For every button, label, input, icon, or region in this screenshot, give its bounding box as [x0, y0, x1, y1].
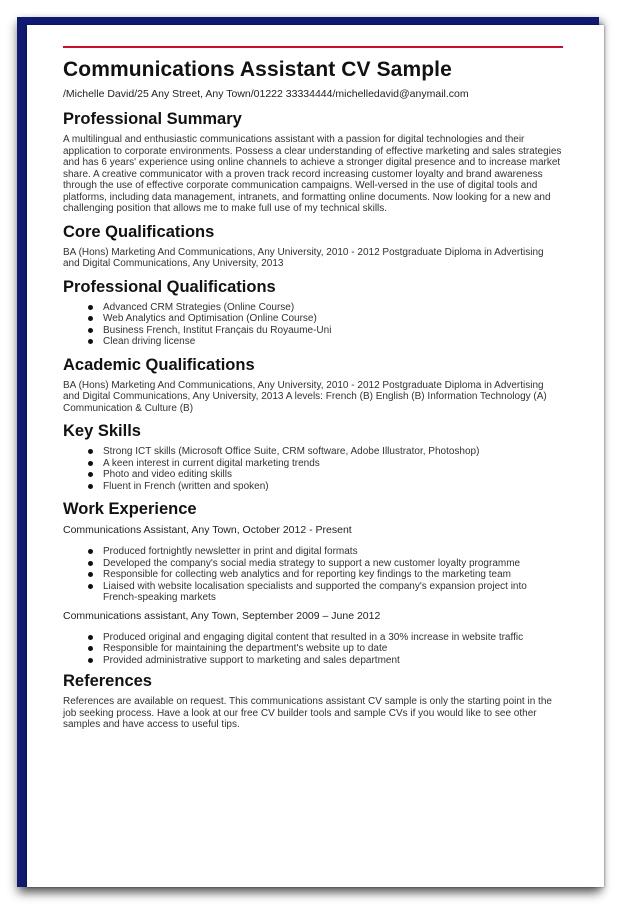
cv-content: [63, 46, 563, 739]
list-item: Produced original and engaging digital content that resulted in a 30% increase in website traffic: [103, 632, 563, 644]
bullet-icon: [88, 449, 93, 454]
bullet-icon: [88, 584, 93, 589]
heading-core-qualifications: Core Qualifications: [63, 222, 215, 241]
bullet-icon: [88, 461, 93, 466]
bullet-icon: [88, 635, 93, 640]
professional-summary-text: A multilingual and enthusiastic communications assistant with a passion for digital technologies and their application to corporate environments. Possess a clear understanding of effective marketing and sales strategies and has 6 years' experience using online channels to achieve a stronger digital presence and to increase market share. A creative communicator with a proven track record increasing customer loyalty and brand awareness through the use of effective corporate communication campaigns. Well-versed in the use of digital tools and platforms, including data management, intranets, and formatting online documents. Now looking for a new and challenging position that allows me to make full use of my technical skills.: [63, 134, 562, 214]
heading-academic-qualifications: Academic Qualifications: [63, 355, 255, 374]
bullet-icon: [88, 549, 93, 554]
list-item: Business French, Institut Français du Royaume-Uni: [103, 325, 563, 337]
references-text: References are available on request. This communications assistant CV sample is only the starting point in the job seeking process. Have a look at our free CV builder tools and sample CVs if you would like to see other samples and have access to useful tips.: [63, 696, 552, 730]
heading-key-skills: Key Skills: [63, 422, 141, 440]
heading-work-experience: Work Experience: [63, 500, 197, 518]
list-item: A keen interest in current digital marketing trends: [103, 458, 563, 470]
list-item: Responsible for maintaining the department's website up to date: [103, 643, 563, 655]
key-skills-list: [63, 446, 563, 492]
list-item: Web Analytics and Optimisation (Online Course): [103, 313, 563, 325]
bullet-icon: [88, 658, 93, 663]
list-item: Fluent in French (written and spoken): [103, 481, 563, 493]
list-item: Advanced CRM Strategies (Online Course): [103, 302, 563, 314]
job-title-1: Communications Assistant, Any Town, October 2012 - Present: [63, 524, 352, 536]
bullet-icon: [88, 328, 93, 333]
list-item: Clean driving license: [103, 336, 563, 348]
list-item: Responsible for collecting web analytics and for reporting key findings to the marketing team: [103, 569, 563, 581]
bullet-icon: [88, 572, 93, 577]
bullet-icon: [88, 472, 93, 477]
cv-title: Communications Assistant CV Sample: [63, 58, 452, 81]
bullet-icon: [88, 484, 93, 489]
bullet-icon: [88, 316, 93, 321]
academic-qualifications-text: BA (Hons) Marketing And Communications, Any University, 2010 - 2012 Postgraduate Diploma in Advertising and Digital Communications, Any University, 2013 A levels: French (B) English (B) Information Technology (A) Communication & Culture (B): [63, 379, 547, 414]
core-qualifications-text: BA (Hons) Marketing And Communications, Any University, 2010 - 2012 Postgraduate Diploma in Advertising and Digital Communications, Any University, 2013: [63, 246, 544, 269]
header-rule: [63, 46, 563, 48]
list-item: Produced fortnightly newsletter in print and digital formats: [103, 546, 563, 558]
job-2-duties: [63, 632, 563, 667]
list-item: Provided administrative support to marketing and sales department: [103, 655, 563, 667]
cv-page: [27, 25, 604, 887]
job-1-duties: [63, 546, 563, 604]
job-title-2: Communications assistant, Any Town, September 2009 – June 2012: [63, 609, 381, 622]
bullet-icon: [88, 561, 93, 566]
professional-qualifications-list: [63, 302, 563, 348]
contact-line: /Michelle David/25 Any Street, Any Town/01222 33334444/michelledavid@anymail.com: [63, 88, 469, 100]
heading-professional-summary: Professional Summary: [63, 110, 242, 128]
bullet-icon: [88, 305, 93, 310]
bullet-icon: [88, 646, 93, 651]
list-item: Photo and video editing skills: [103, 469, 563, 481]
bullet-icon: [88, 339, 93, 344]
heading-references: References: [63, 672, 152, 690]
list-item: Developed the company's social media strategy to support a new customer loyalty programme: [103, 558, 563, 570]
heading-professional-qualifications: Professional Qualifications: [63, 277, 276, 296]
list-item: Strong ICT skills (Microsoft Office Suite, CRM software, Adobe Illustrator, Photoshop): [103, 446, 563, 458]
list-item: Liaised with website localisation specialists and supported the company's expansion project into French-speaking markets: [103, 581, 563, 604]
